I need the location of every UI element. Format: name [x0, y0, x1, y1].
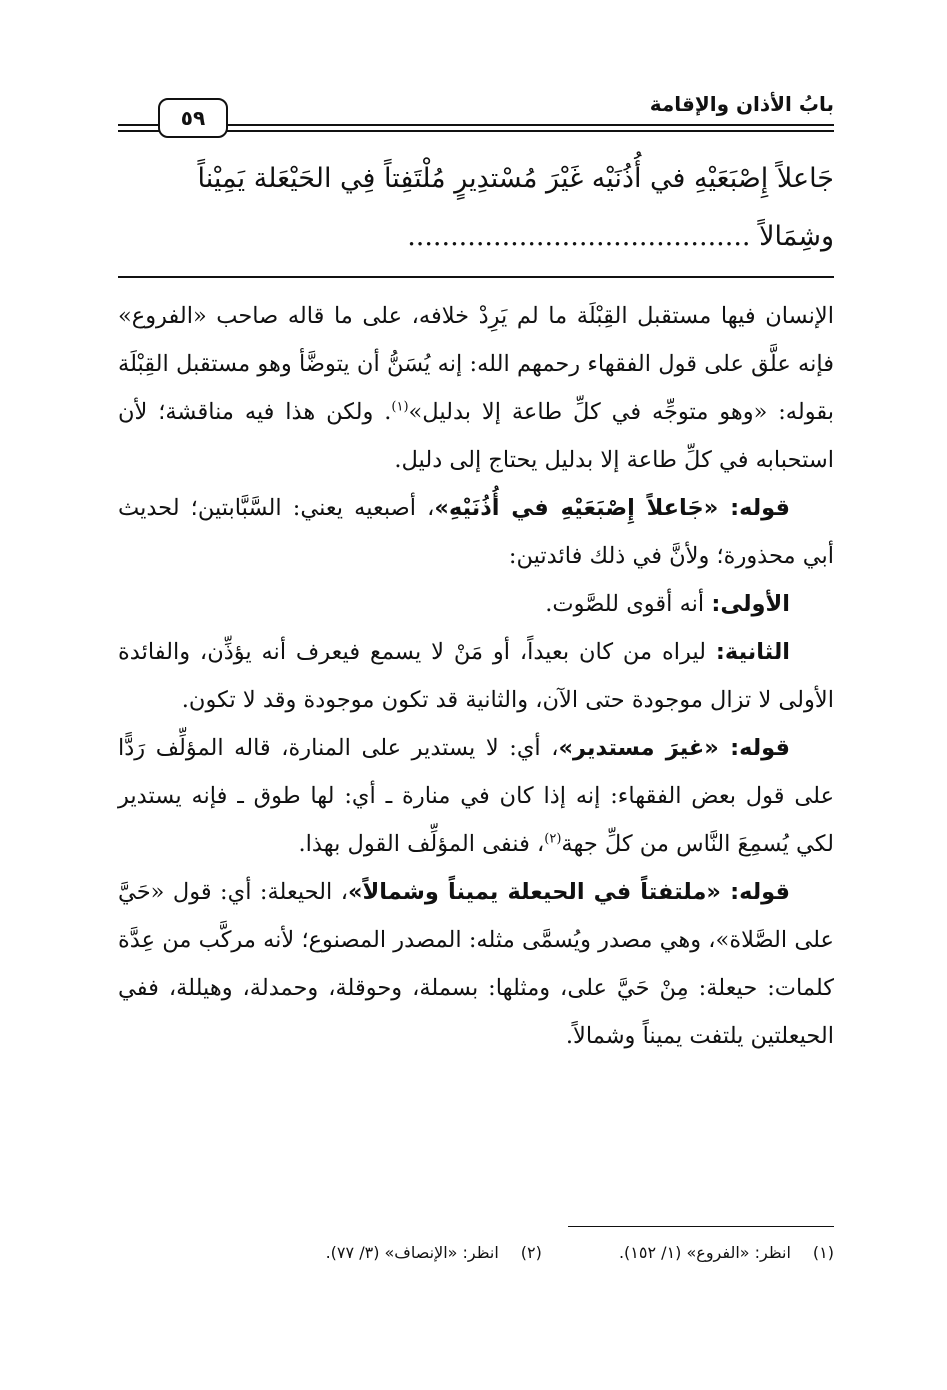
paragraph-3: [118, 580, 834, 628]
paragraph-2-text: ، أصبعيه يعني: السَّبَّابتين؛ لحديث أبي محذورة؛ ولأنَّ في ذلك فائدتين:: [118, 495, 834, 569]
footnotes: [118, 1238, 834, 1268]
page-number: ٥٩: [158, 98, 228, 138]
footnote-2-text: انظر: «الإنصاف» (٣/ ٧٧).: [325, 1243, 499, 1262]
commentary-body: [118, 292, 834, 1060]
footnote-ref-1: (١): [391, 399, 409, 415]
matn-line-2: [118, 208, 834, 266]
paragraph-4-text: ليراه من كان بعيداً، أو مَنْ لا يسمع فيعرف أنه يؤذِّن، والفائدة الأولى لا تزال موجودة حتى الآن، والثانية قد تكون موجودة وقد لا تكون.: [118, 639, 834, 713]
matn-text: [118, 150, 834, 266]
running-title: بابُ الأذان والإقامة: [649, 92, 834, 116]
footnote-1: [619, 1238, 834, 1268]
matn-dots: ........................................: [407, 221, 751, 252]
paragraph-1: [118, 292, 834, 484]
paragraph-6: [118, 868, 834, 1060]
page-header: [118, 88, 834, 148]
paragraph-1-tail: . ولكن هذا فيه مناقشة؛ لأن استحبابه في كلِّ طاعة إلا بدليل يحتاج إلى دليل.: [118, 399, 834, 473]
matn-divider: [118, 276, 834, 278]
matn-word: وشِمَالاً: [759, 221, 834, 252]
paragraph-3-text: أنه أقوى للصَّوت.: [545, 591, 712, 617]
footnote-2-number: (٢): [520, 1243, 542, 1262]
paragraph-5-lead: قوله: «غيرَ مستدير»: [558, 735, 791, 761]
paragraph-6-text: ، الحيعلة: أي: قول «حَيَّ على الصَّلاة»، وهي مصدر ويُسمَّى مثله: المصدر المصنوع؛ لأنه مركَّب من عِدَّة كلمات: حيعلة: مِنْ حَيَّ على، ومثلها: بسملة، وحوقلة، وحمدلة، وهيللة، ففي الحيعلتين يلتفت يميناً وشمالاً.: [118, 879, 834, 1049]
footnote-divider: [568, 1226, 834, 1227]
footnote-ref-2: (٢): [544, 831, 562, 847]
paragraph-6-lead: قوله: «ملتفتاً في الحيعلة يميناً وشمالاً»: [347, 879, 790, 905]
paragraph-3-lead: الأولى:: [711, 591, 790, 617]
paragraph-5-text: ، أي: لا يستدير على المنارة، قاله المؤلِّف رَدًّا على قول بعض الفقهاء: إنه إذا كان في منارة ـ أي: لها طوق ـ فإنه يستدير لكي يُسمِعَ النَّاس من كلِّ جهة: [118, 735, 834, 857]
footnote-1-number: (١): [812, 1243, 834, 1262]
paragraph-2: [118, 484, 834, 580]
footnote-2: [326, 1238, 542, 1268]
paragraph-5: [118, 724, 834, 868]
paragraph-4-lead: الثانية:: [715, 639, 790, 665]
footnote-1-text: انظر: «الفروع» (١/ ١٥٢).: [618, 1243, 791, 1262]
paragraph-1-text: الإنسان فيها مستقبل القِبْلَة ما لم يَرِدْ خلافه، على ما قاله صاحب «الفروع» فإنه علَّق على قول الفقهاء رحمهم الله: إنه يُسَنُّ أن يتوضَّأ وهو مستقبل القِبْلَة بقوله: «وهو متوجِّه في كلِّ طاعة إلا بدليل»: [118, 303, 834, 425]
paragraph-2-lead: قوله: «جَاعلاً إِصْبَعَيْهِ في أُذُنَيْهِ»: [434, 495, 790, 521]
paragraph-5-tail: ، فنفى المؤلِّف القول بهذا.: [298, 831, 545, 857]
matn-line-1: جَاعلاً إِصْبَعَيْهِ في أُذُنَيْه غَيْرَ مُسْتدِيرٍ مُلْتَفِتاً فِي الحَيْعَلة يَمِيْناً: [197, 163, 834, 194]
paragraph-4: [118, 628, 834, 724]
